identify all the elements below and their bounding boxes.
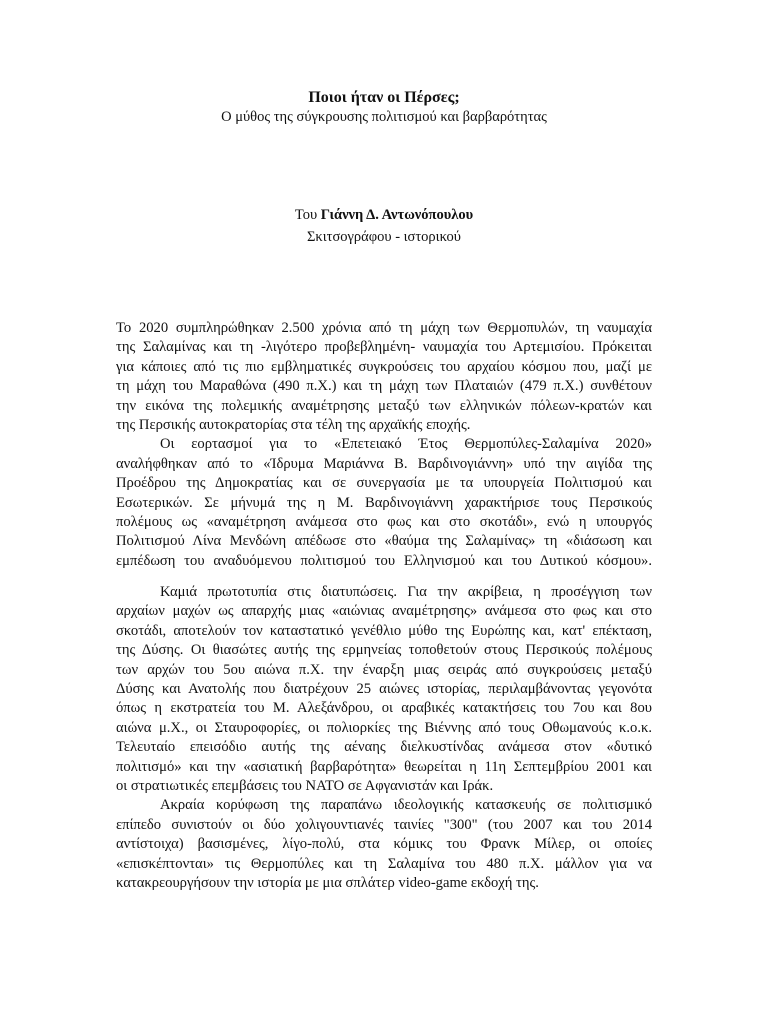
text-line: των αρχών του 5ου αιώνα π.Χ. την έναρξη μιας σειράς από συγκρούσεις μεταξύ xyxy=(116,661,652,678)
text-line: της Περσικής αυτοκρατορίας στα τέλη της αρχαϊκής εποχής. xyxy=(116,416,471,433)
text-line: Εσωτερικών. Σε μήνυμά της η Μ. Βαρδινογιάννη χαρακτήρισε τους Περσικούς xyxy=(116,494,652,511)
text-line: όπως η εκστρατεία του Μ. Αλεξάνδρου, οι αραβικές κατακτήσεις του 7ου και 8ου xyxy=(116,700,652,717)
paragraph-spacer xyxy=(116,571,652,583)
text-line: της Δύσης. Οι θιασώτες αυτής της ερμηνείας τοποθετούν στους Περσικούς πολέμους xyxy=(116,642,652,659)
paragraph-3 xyxy=(116,583,652,796)
text-line: Προέδρου της Δημοκρατίας και σε συνεργασία με τα υπουργεία Πολιτισμού και xyxy=(116,475,652,492)
text-line: εμπέδωση του αναδυόμενου πολιτισμού του Ελληνισμού και του Δυτικού κόσμου». xyxy=(116,552,652,569)
text-line: αντίστοιχα) βασισμένες, λίγο-πολύ, στα κόμικς του Φρανκ Μίλερ, οι οποίες xyxy=(116,836,652,853)
text-line: Το 2020 συμπληρώθηκαν 2.500 χρόνια από τη μάχη των Θερμοπυλών, τη ναυμαχία xyxy=(116,320,652,336)
paragraph-2 xyxy=(116,435,652,571)
text-line: κατακρεουργήσουν την ιστορία με μια σπλάτερ video-game εκδοχή της. xyxy=(116,874,539,891)
article-body xyxy=(116,319,652,893)
text-line: αιώνα μ.Χ., οι Σταυροφορίες, οι πολιορκίες της Βιέννης από τους Οθωμανούς κ.ο.κ. xyxy=(116,719,652,736)
text-line: επίπεδο συνιστούν οι δύο χολιγουντιανές ταινίες "300" (του 2007 και του 2014 xyxy=(116,816,652,833)
author-role: Σκιτσογράφου - ιστορικού xyxy=(306,229,461,245)
text-line: της Σαλαμίνας και τη -λιγότερο προβεβλημένη- ναυμαχία του Αρτεμισίου. Πρόκειται xyxy=(116,339,652,356)
article-subtitle: Ο μύθος της σύγκρουσης πολιτισμού και βαρβαρότητας xyxy=(221,109,547,125)
text-line: την εικόνα της πολεμικής αναμέτρησης μεταξύ των ελληνικών πόλεων-κρατών και xyxy=(116,397,652,414)
text-line: Οι εορτασμοί για το «Επετειακό Έτος Θερμοπύλες-Σαλαμίνα 2020» xyxy=(160,436,652,453)
byline xyxy=(0,206,768,224)
text-line: Καμιά πρωτοτυπία στις διατυπώσεις. Για την ακρίβεια, η προσέγγιση των xyxy=(160,584,652,601)
paragraph-4 xyxy=(116,796,652,893)
text-line: Πολιτισμού Λίνα Μενδώνη απέδωσε στο «θαύμα της Σαλαμίνας» τη «διάσωση και xyxy=(116,533,652,550)
text-line: Τελευταίο επεισόδιο αυτής της αέναης διελκυστίνδας ανάμεσα στον «δυτικό xyxy=(116,739,652,756)
text-line: οι στρατιωτικές επεμβάσεις του ΝΑΤΟ σε Αφγανιστάν και Ιράκ. xyxy=(116,777,494,794)
text-line: για κάποιες από τις πιο εμβληματικές συγκρούσεις του αρχαίου κόσμου που, μαζί με xyxy=(116,358,652,375)
text-line: αρχαίων μαχών ως απαρχής μιας «αιώνιας αναμέτρησης» ανάμεσα στο φως και στο xyxy=(116,603,652,620)
text-line: πολέμους ως «αναμέτρηση ανάμεσα στο φως και στο σκοτάδι», ενώ η υπουργός xyxy=(116,513,652,530)
paragraph-1 xyxy=(116,319,652,435)
text-line: «επισκέπτονται» τις Θερμοπύλες και τη Σαλαμίνα του 480 π.Χ. μάλλον για να xyxy=(116,855,652,872)
byline-prefix: Του xyxy=(294,207,321,223)
text-line: αναλήφθηκαν από το «Ίδρυμα Μαριάννα Β. Βαρδινογιάννη» υπό την αιγίδα της xyxy=(116,455,652,472)
text-line: τη μάχη του Μαραθώνα (490 π.Χ.) και τη μάχη των Πλαταιών (479 π.Χ.) συνθέτουν xyxy=(116,378,652,395)
text-line: Ακραία κορύφωση της παραπάνω ιδεολογικής κατασκευής σε πολιτισμικό xyxy=(160,797,652,814)
author-name: Γιάννη Δ. Αντωνόπουλου xyxy=(320,207,474,223)
text-line: σκοτάδι, αποτελούν τον καταστατικό γενέθλιο μύθο της Ευρώπης και, κατ' επέκταση, xyxy=(116,622,652,639)
text-line: Δύσης και Ανατολής που διατρέχουν 25 αιώνες ιστορίας, περιλαμβάνοντας γεγονότα xyxy=(116,681,652,698)
article-title: Ποιοι ήταν οι Πέρσες; xyxy=(308,89,460,106)
text-line: πολιτισμό» και την «ασιατική βαρβαρότητα» θεωρείται η 11η Σεπτεμβρίου 2001 και xyxy=(116,758,652,775)
